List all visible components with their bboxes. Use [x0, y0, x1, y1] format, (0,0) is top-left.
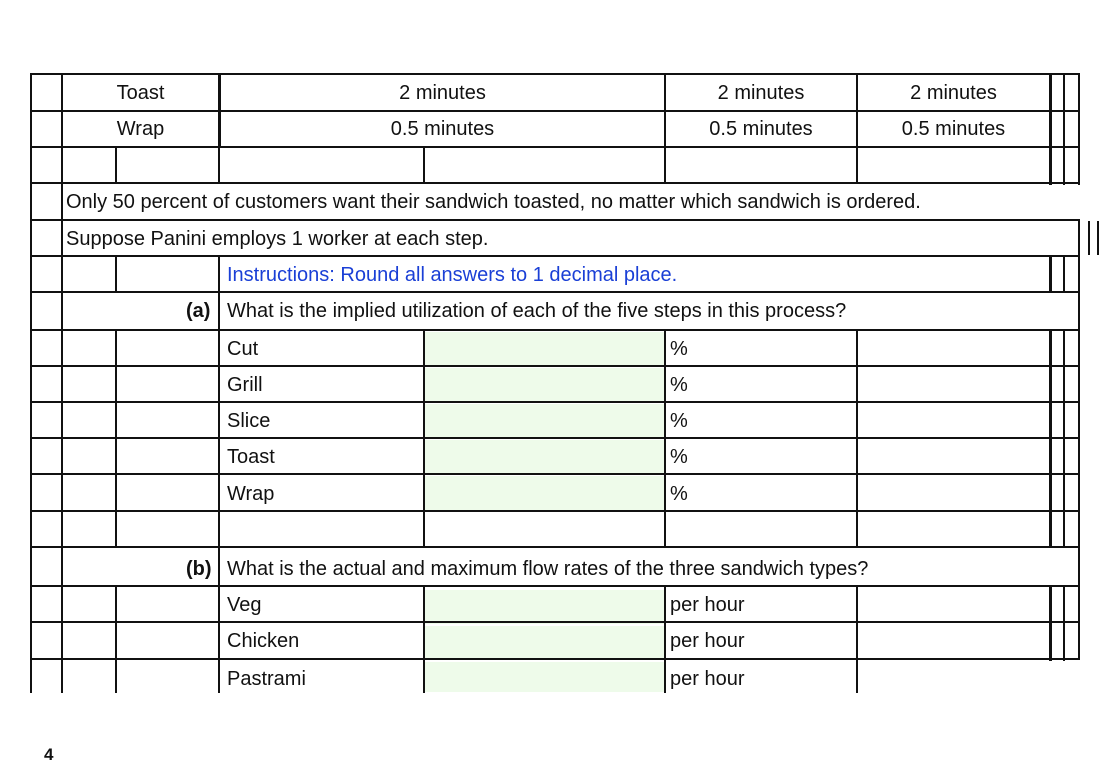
- utilization-input-cut[interactable]: [425, 332, 665, 366]
- utilization-input-grill[interactable]: [425, 368, 665, 402]
- wrap-time-1: 0.5 minutes: [390, 118, 495, 140]
- sandwich-label-chicken: Chicken: [227, 630, 300, 652]
- row-label-toast: Toast: [116, 82, 165, 104]
- unit-per-hour: per hour: [670, 594, 745, 616]
- unit-percent: %: [670, 374, 688, 396]
- row-label-wrap: Wrap: [116, 118, 165, 140]
- utilization-input-wrap[interactable]: [425, 476, 665, 510]
- note-toasted: Only 50 percent of customers want their sandwich toasted, no matter which sandwich is ordered.: [66, 191, 921, 213]
- toast-time-1: 2 minutes: [399, 82, 486, 104]
- unit-percent: %: [670, 446, 688, 468]
- flow-rate-input-veg[interactable]: [425, 590, 665, 624]
- toast-time-3: 2 minutes: [910, 82, 997, 104]
- unit-percent: %: [670, 483, 688, 505]
- step-label-toast: Toast: [227, 446, 275, 468]
- unit-percent: %: [670, 410, 688, 432]
- step-label-cut: Cut: [227, 338, 259, 360]
- sandwich-label-pastrami: Pastrami: [227, 668, 306, 690]
- part-a-question: What is the implied utilization of each of the five steps in this process?: [227, 300, 847, 322]
- step-label-grill: Grill: [227, 374, 263, 396]
- part-b-label: (b): [186, 558, 212, 580]
- step-label-wrap: Wrap: [227, 483, 275, 505]
- step-label-slice: Slice: [227, 410, 271, 432]
- unit-percent: %: [670, 338, 688, 360]
- flow-rate-input-pastrami[interactable]: [425, 662, 665, 692]
- instructions: Instructions: Round all answers to 1 decimal place.: [227, 264, 678, 286]
- wrap-time-2: 0.5 minutes: [709, 118, 813, 140]
- utilization-input-toast[interactable]: [425, 440, 665, 474]
- flow-rate-input-chicken[interactable]: [425, 626, 665, 660]
- part-b-question: What is the actual and maximum flow rates of the three sandwich types?: [227, 558, 869, 580]
- part-a-label: (a): [186, 300, 211, 322]
- utilization-input-slice[interactable]: [425, 404, 665, 438]
- note-workers: Suppose Panini employs 1 worker at each step.: [66, 228, 489, 250]
- page-number: 4: [44, 745, 54, 764]
- unit-per-hour: per hour: [670, 668, 745, 690]
- wrap-time-3: 0.5 minutes: [901, 118, 1006, 140]
- sandwich-label-veg: Veg: [227, 594, 262, 616]
- toast-time-2: 2 minutes: [717, 82, 805, 104]
- unit-per-hour: per hour: [670, 630, 745, 652]
